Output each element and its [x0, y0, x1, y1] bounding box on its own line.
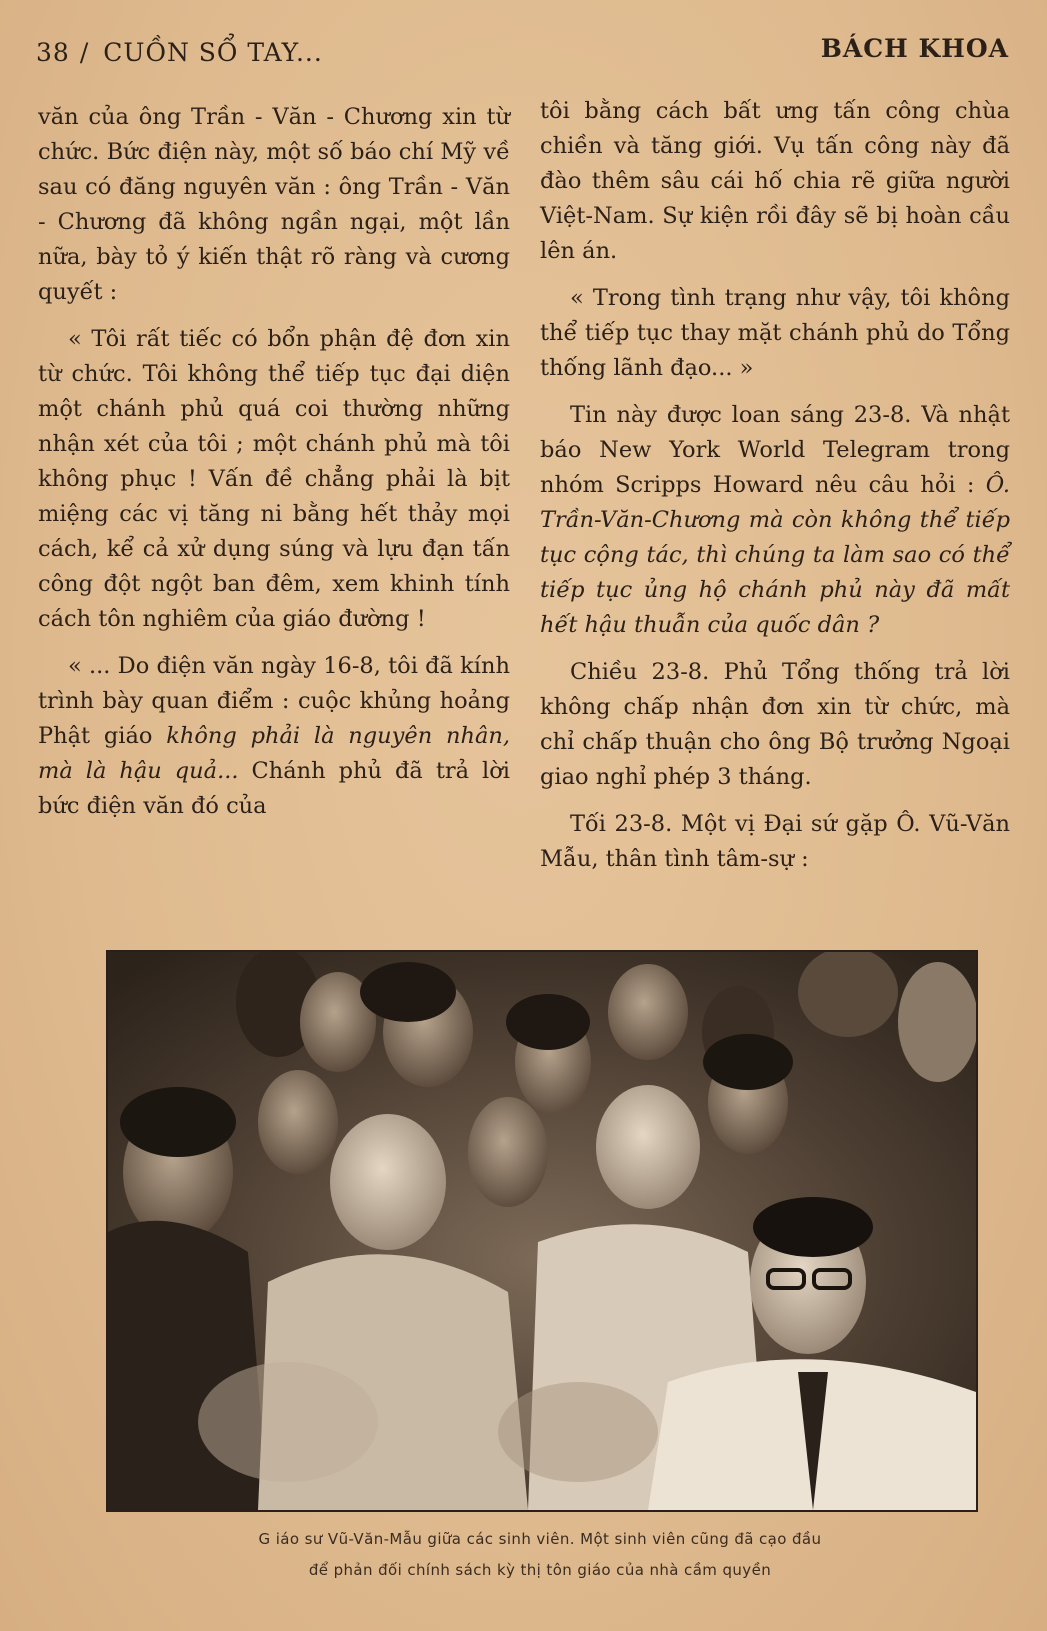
page-header — [36, 34, 1009, 74]
magazine-title: BÁCH KHOA — [820, 34, 1009, 63]
photo-image — [108, 952, 976, 1510]
photo-caption — [120, 1524, 960, 1586]
paragraph: văn của ông Trần - Văn - Chương xin từ chức. Bức điện này, một số báo chí Mỹ về sau có đăng nguyên văn : ông Trần - Văn - Chương đã không ngần ngại, một lần nữa, bày tỏ ý kiến thật rõ ràng và cương quyết : — [38, 104, 510, 305]
text-run: « ... Do điện văn ngày 16-8, tôi đã kính trình bày quan điểm : cuộc khủng hoảng Phật giáo — [38, 653, 510, 749]
news-photograph — [106, 950, 978, 1512]
caption-line: G iáo sư Vũ-Văn-Mẫu giữa các sinh viên. Một sinh viên cũng đã cạo đầu — [258, 1530, 822, 1548]
text-column-left — [38, 100, 510, 824]
paragraph-news — [540, 398, 1010, 643]
section-title: CUỒN SỔ TAY... — [103, 38, 323, 67]
text-column-right — [540, 94, 1010, 877]
paragraph-quote-end: « Trong tình trạng như vậy, tôi không thể tiếp tục thay mặt chánh phủ do Tổng thống lãnh đạo... » — [540, 285, 1010, 381]
emphasis-text: không phải là nguyên nhân, mà là hậu quả... — [38, 723, 511, 784]
running-head-left — [36, 38, 323, 67]
text-run: Chánh phủ đã trả lời bức điện văn đó của — [38, 758, 510, 819]
paragraph: Tối 23-8. Một vị Đại sứ gặp Ô. Vũ-Văn Mẫu, thân tình tâm-sự : — [540, 811, 1010, 872]
header-separator: / — [79, 38, 90, 67]
text-run: Tin này được loan sáng 23-8. Và nhật báo New York World Telegram trong nhóm Scripps Howard nêu câu hỏi : — [540, 402, 1010, 498]
paragraph: tôi bằng cách bất ưng tấn công chùa chiền và tăng giới. Vụ tấn công này đã đào thêm sâu cái hố chia rẽ giữa người Việt-Nam. Sự kiện rồi đây sẽ bị hoàn cầu lên án. — [540, 98, 1010, 264]
paragraph-quote: « Tôi rất tiếc có bổn phận đệ đơn xin từ chức. Tôi không thể tiếp tục đại diện một chánh phủ quá coi thường những nhận xét của tôi ; một chánh phủ mà tôi không phục ! Vấn đề chẳng phải là bịt miệng các vị tăng ni bằng hết thảy mọi cách, kể cả xử dụng súng và lựu đạn tấn công đột ngột ban đêm, xem khinh tính cách tôn nghiêm của giáo đường ! — [38, 326, 510, 632]
emphasis-quote: Ô. Trần-Văn-Chương mà còn không thể tiếp tục cộng tác, thì chúng ta làm sao có thể tiếp tục ủng hộ chánh phủ này đã mất hết hậu thuẫn của quốc dân ? — [540, 472, 1010, 638]
page-number: 38 — [36, 38, 70, 67]
paragraph: Chiều 23-8. Phủ Tổng thống trả lời không chấp nhận đơn xin từ chức, mà chỉ chấp thuận cho ông Bộ trưởng Ngoại giao nghỉ phép 3 tháng. — [540, 659, 1010, 790]
caption-line: để phản đối chính sách kỳ thị tôn giáo của nhà cầm quyền — [308, 1561, 772, 1579]
paragraph-quote-continued — [38, 649, 510, 824]
